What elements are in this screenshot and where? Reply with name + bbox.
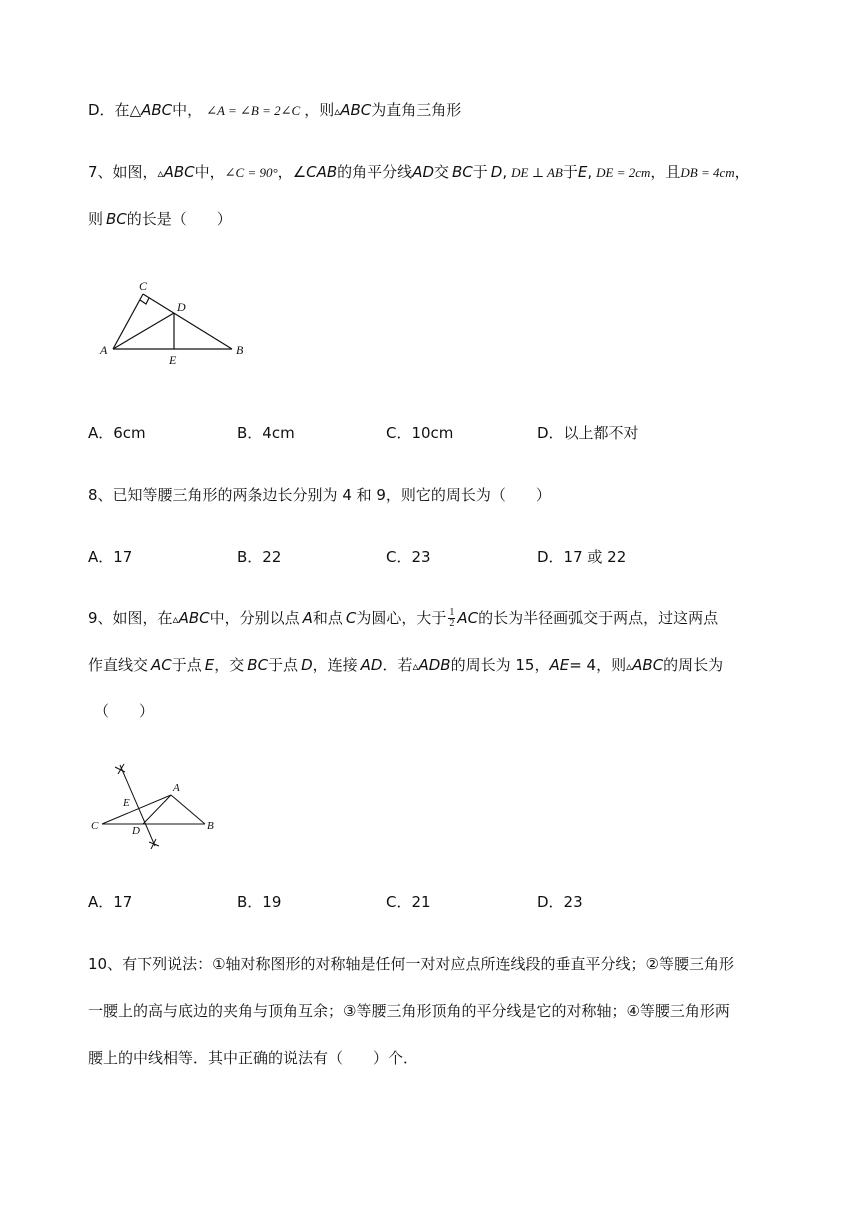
q8-option-d[interactable]: D．17 或 22	[537, 548, 627, 566]
right-angle-mark	[140, 298, 149, 304]
segment-ab	[171, 795, 205, 824]
q7-option-a[interactable]: A．6cm	[88, 424, 146, 442]
label-b: B	[207, 820, 214, 832]
label-d: D	[177, 300, 186, 314]
q9-stem-line3: （ ）	[94, 702, 155, 720]
q10-stem-line2: 一腰上的高与底边的夹角与顶角互余；③等腰三角形顶角的平分线是它的对称轴；④等腰三角形两	[88, 1002, 730, 1020]
q8-stem: 8、已知等腰三角形的两条边长分别为 4 和 9，则它的周长为（ ）	[88, 486, 551, 504]
label-c: C	[139, 279, 148, 293]
q9-figure	[88, 760, 228, 855]
q9-option-d[interactable]: D．23	[537, 893, 583, 911]
q10-stem-line3: 腰上的中线相等．其中正确的说法有（ ）个．	[88, 1049, 419, 1067]
q7-option-d[interactable]: D．以上都不对	[537, 424, 639, 442]
q10-stem-line1: 10、有下列说法：①轴对称图形的对称轴是任何一对对应点所连线段的垂直平分线；②等腰三角形	[88, 955, 734, 973]
segment-ca	[102, 795, 171, 824]
angle-formula: ∠A = ∠B = 2∠C	[206, 103, 301, 118]
q7-option-c[interactable]: C．10cm	[386, 424, 454, 442]
segment-cb	[143, 294, 232, 349]
q9-option-a[interactable]: A．17	[88, 893, 133, 911]
q7-option-b[interactable]: B．4cm	[237, 424, 295, 442]
label-a: A	[100, 343, 108, 357]
segment-ad	[143, 795, 171, 824]
label-d: D	[132, 825, 140, 837]
q7-stem-line1: 7、如图，▵ABC中，∠C = 90°，∠CAB的角平分线AD交 BC于 D, DE ⊥ AB于E, DE = 2cm，且DB = 4cm，	[88, 163, 750, 181]
q8-option-c[interactable]: C．23	[386, 548, 431, 566]
q8-option-a[interactable]: A．17	[88, 548, 133, 566]
q9-option-c[interactable]: C．21	[386, 893, 431, 911]
q9-stem-line1: 9、如图，在▵ABC中，分别以点 A和点 C为圆心，大于 $\frac{1}{2}$ AC的长为半径画弧交于两点，过这两点	[88, 607, 719, 629]
label-b: B	[236, 343, 244, 357]
label-a: A	[173, 782, 180, 794]
q8-option-b[interactable]: B．22	[237, 548, 282, 566]
q7-stem-line2: 则 BC的长是（ ）	[88, 210, 232, 228]
label-e: E	[169, 353, 177, 367]
one-half-fraction: $\frac{1}{2}$	[449, 607, 455, 629]
label-c: C	[91, 820, 99, 832]
label-e: E	[123, 797, 130, 809]
q9-stem-line2: 作直线交 AC于点 E，交 BC于点 D，连接 AD．若▵ADB的周长为 15，AE= 4，则▵ABC的周长为	[88, 656, 724, 674]
q6-option-d: D．在△ABC中， ∠A = ∠B = 2∠C ，则▵ABC为直角三角形	[88, 101, 462, 119]
q9-option-b[interactable]: B．19	[237, 893, 282, 911]
q7-figure	[95, 278, 255, 373]
